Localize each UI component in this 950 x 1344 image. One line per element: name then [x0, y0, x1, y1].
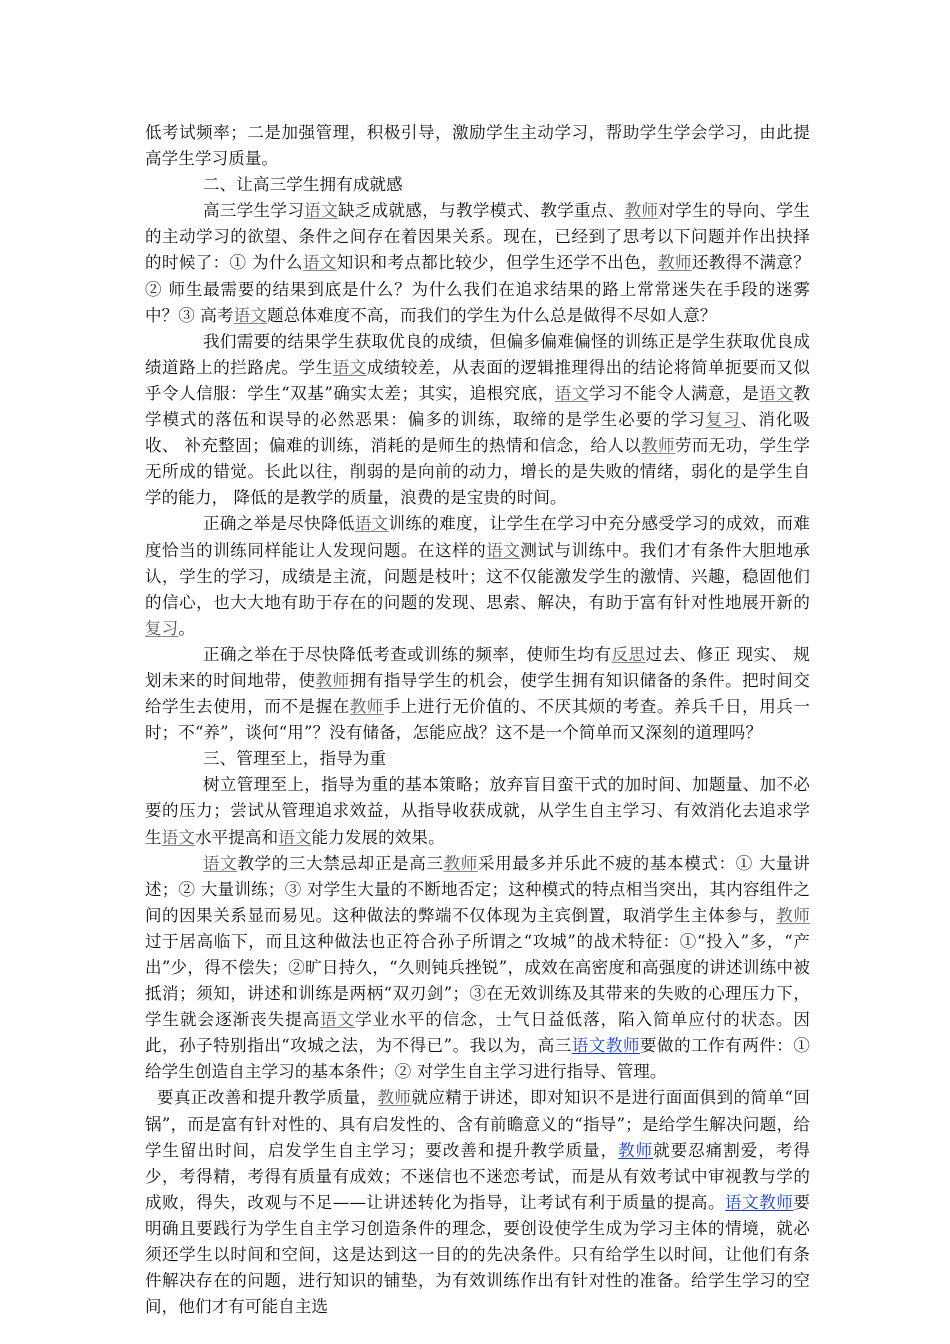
text-run: 手上进行无价值的、不厌其烦的考查。养兵千日，用兵一时；不“养”，谈何“用”？没有储备，怎能应战？这不是一个简单而又深刻的道理吗？ — [145, 697, 810, 743]
keyword-link[interactable]: 语文 — [203, 853, 238, 873]
text-run: 二、让高三学生拥有成就感 — [203, 175, 403, 195]
paragraph — [145, 1085, 810, 1320]
text-run: 还教得不满意？② 师生最需要的结果到底是什么？为什么我们在追求结果的路上常常迷失在手段的迷雾中？③ 高考 — [145, 253, 810, 325]
text-run: 训练的难度，让学生在学习中充分感受学习的成效，而难度恰当的训练同样能让人发现问题。在这样的 — [145, 514, 810, 560]
text-run: 学习不能令人满意，是 — [588, 383, 760, 403]
keyword-link[interactable]: 语文 — [554, 383, 589, 403]
keyword-link[interactable]: 教师 — [443, 853, 478, 873]
text-run: 我们需要的结果学生获取优良的成绩，但偏多偏难偏怪的训练正是学生获取优良成绩道路上的拦路虎。学生 — [145, 331, 810, 377]
text-run: 树立管理至上，指导为重的基本策略；放弃盲目蛮干式的加时间、加题量、加不必要的压力；尝试从管理追求效益，从指导收获成就，从学生自主学习、有效消化去追求学生 — [145, 775, 810, 847]
paragraph — [145, 772, 810, 850]
text-run: 测试与训练中。我们才有条件大胆地承认，学生的学习，成绩是主流，问题是枝叶；这不仅能激发学生的激情、兴趣，稳固他们的信心，也大大地有助于存在的问题的发现、思索、解决，有助于富有针对性地展开新的 — [145, 540, 810, 612]
keyword-link[interactable]: 教师 — [641, 436, 675, 456]
text-run: 正确之举在于尽快降低考查或训练的频率，使师生均有 — [203, 644, 612, 664]
keyword-link[interactable]: 语文 — [759, 383, 794, 403]
keyword-link[interactable]: 教师 — [349, 697, 384, 717]
text-run: 学业水平的信念，士气日益低落，陷入简单应付的状态。因此，孙子特别指出“攻城之法，为不得已”。我以为，高三 — [145, 1010, 810, 1056]
paragraph — [145, 746, 810, 772]
text-run: 教学的三大禁忌却正是高三 — [237, 853, 444, 873]
keyword-link[interactable]: 语文 — [320, 1010, 356, 1030]
text-run: 三、管理至上，指导为重 — [203, 749, 387, 769]
keyword-link[interactable]: 教师 — [658, 253, 692, 273]
text-run: 过去、修正 现实、 规划未来的时间地带，使 — [145, 644, 810, 690]
paragraph — [145, 511, 810, 641]
keyword-link[interactable]: 语文教师 — [571, 1036, 640, 1056]
paragraph — [145, 851, 810, 1086]
keyword-link[interactable]: 复习 — [145, 618, 179, 638]
keyword-link[interactable]: 语文 — [278, 827, 312, 847]
text-run: 就要忍痛割爱，考得少，考得精，考得有质量有成效；不迷信也不迷恋考试，而是从有效考试中审视教与学的成败，得失，改观与不足——让讲述转化为指导，让考试有利于质量的提高。 — [145, 1140, 810, 1212]
keyword-link[interactable]: 教师 — [315, 670, 350, 690]
keyword-link[interactable]: 教师 — [776, 905, 810, 925]
text-run: 。 — [178, 618, 195, 638]
text-run: 缺乏成就感，与教学模式、教学重点、 — [337, 201, 625, 221]
keyword-link[interactable]: 语文 — [486, 540, 521, 560]
keyword-link[interactable]: 教师 — [624, 201, 659, 221]
keyword-link[interactable]: 语文 — [354, 514, 389, 534]
keyword-link[interactable]: 教师 — [618, 1140, 654, 1160]
text-run: 要明确且要践行为学生自主学习创造条件的理念，要创设使学生成为学习主体的情境，就必须还学生以时间和空间，这是达到这一目的的先决条件。只有给学生以时间，让他们有条件解决存在的问题，进行知识的铺垫，为有效训练作出有针对性的准备。给学生学习的空间，他们才有可能自主选 — [145, 1192, 810, 1317]
text-run: 劳而无功，学生学无所成的错觉。长此以往，削弱的是向前的动力，增长的是失败的情绪，弱化的是学生自学的能力， 降低的是教学的质量，浪费的是宝贵的时间。 — [145, 436, 810, 508]
text-run: 要真正改善和提升教学质量， — [157, 1088, 378, 1108]
text-run: 过于居高临下，而且这种做法也正符合孙子所谓之“攻城”的战术特征：①“投入”多，“产出”少，得不偿失；②旷日持久，“久则钝兵挫锐”，成效在高密度和高强度的讲述训练中被抵消；须知，讲述和训练是两柄“双刃剑”；③在无效训练及其带来的失败的心理压力下，学生就会逐渐丧失提高 — [145, 931, 810, 1030]
text-run: 高三学生学习 — [203, 201, 305, 221]
keyword-link[interactable]: 语文 — [304, 201, 338, 221]
keyword-link[interactable]: 语文 — [302, 253, 337, 273]
paragraph — [145, 198, 810, 328]
text-run: 水平提高和 — [194, 827, 279, 847]
text-run: 拥有指导学生的机会，使学生拥有知识储备的条件。把时间交给学生去使用，而不是握在 — [145, 670, 810, 717]
text-run: 就应精于讲述，即对知识不是进行面面俱到的简单“回锅”，而是富有针对性的、具有启发性的、含有前瞻意义的“指导”；是给学生解决问题，给学生留出时间，启发学生自主学习；要改善和提升教学质量， — [145, 1088, 810, 1160]
text-run: 教学模式的落伍和误导的必然恶果：偏多的训练，取缔的是学生必要的学习 — [145, 383, 810, 430]
paragraph — [145, 120, 810, 172]
keyword-link[interactable]: 反思 — [611, 644, 646, 664]
text-run: 正确之举是尽快降低 — [203, 514, 355, 534]
text-run: 能力发展的效果。 — [311, 827, 445, 847]
paragraph — [145, 329, 810, 512]
text-run: 低考试频率；二是加强管理，积极引导，激励学生主动学习，帮助学生学会学习，由此提高学生学习质量。 — [145, 123, 810, 169]
text-run: 成绩较差，从表面的逻辑推理得出的结论将简单扼要而又似乎令人信服：学生“双基”确实太差；其实，追根究底， — [145, 357, 810, 403]
text-run: 知识和考点都比较少，但学生还学不出色， — [336, 253, 659, 273]
paragraph — [145, 642, 810, 746]
paragraph — [145, 172, 810, 198]
keyword-link[interactable]: 语文 — [332, 357, 367, 377]
text-run: 题总体难度不高，而我们的学生为什么总是做得不尽如人意？ — [266, 305, 717, 325]
keyword-link[interactable]: 语文 — [161, 827, 195, 847]
document-body — [145, 120, 810, 1320]
text-run: 、消化吸收、 补充整固；偏难的训练，消耗的是师生的热情和信念，给人以 — [145, 410, 810, 456]
keyword-link[interactable]: 语文 — [233, 305, 267, 325]
text-run: 要做的工作有两件：① 给学生创造自主学习的基本条件；② 对学生自主学习进行指导、管理。 — [145, 1036, 810, 1082]
keyword-link[interactable]: 复习 — [705, 410, 741, 430]
keyword-link[interactable]: 教师 — [377, 1088, 412, 1108]
text-run: 采用最多并乐此不疲的基本模式：① 大量讲述；② 大量训练；③ 对学生大量的不断地否定；这种模式的特点相当突出，其内容组件之间的因果关系显而易见。这种做法的弊端不仅体现为主宾倒置，取消学生主体参与， — [145, 853, 810, 925]
keyword-link[interactable]: 语文教师 — [725, 1192, 794, 1212]
text-run: 对学生的导向、学生的主动学习的欲望、条件之间存在着因果关系。现在，已经到了思考以下问题并作出抉择的时候了：① 为什么 — [145, 201, 810, 273]
